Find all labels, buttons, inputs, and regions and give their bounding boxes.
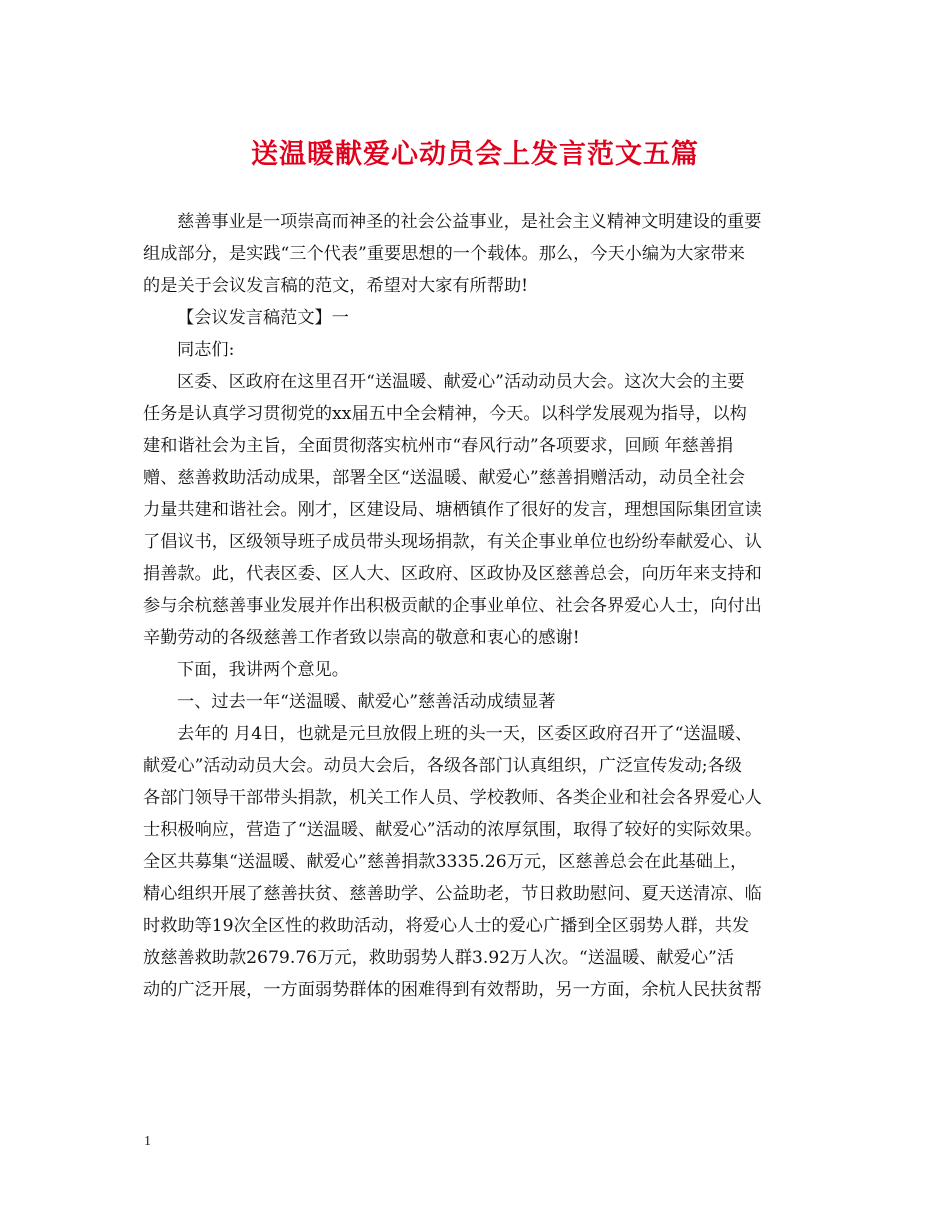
- text-line: 精心组织开展了慈善扶贫、慈善助学、公益助老，节日救助慰问、夏天送清凉、临: [143, 884, 762, 904]
- text-line: 慈善事业是一项崇高而神圣的社会公益事业，是社会主义精神文明建设的重要: [177, 212, 762, 232]
- text-line: 捐善款。此，代表区委、区人大、区政府、区政协及区慈善总会，向历年来支持和: [143, 564, 762, 584]
- text-line: 动的广泛开展，一方面弱势群体的困难得到有效帮助，另一方面，余杭人民扶贫帮: [143, 980, 762, 1000]
- text-line: 的是关于会议发言稿的范文，希望对大家有所帮助!: [143, 276, 529, 296]
- text-line: 区委、区政府在这里召开“送温暖、献爱心”活动动员大会。这次大会的主要: [177, 372, 745, 392]
- text-line: 去年的 月4日，也就是元旦放假上班的头一天，区委区政府召开了“送温暖、: [177, 724, 753, 744]
- text-line: 全区共募集“送温暖、献爱心”慈善捐款3335.26万元，区慈善总会在此基础上，: [143, 852, 748, 872]
- text-line: 放慈善救助款2679.76万元，救助弱势人群3.92万人次。“送温暖、献爱心”活: [143, 948, 734, 968]
- document-body: [143, 206, 823, 1006]
- salutation: 同志们:: [177, 340, 235, 360]
- text-line: 各部门领导干部带头捐款，机关工作人员、学校教师、各类企业和社会各界爱心人: [143, 788, 762, 808]
- text-line: 任务是认真学习贯彻党的xx届五中全会精神，今天。以科学发展观为指导，以构: [143, 404, 747, 424]
- section-heading: 一、过去一年“送温暖、献爱心”慈善活动成绩显著: [177, 692, 556, 712]
- text-line: 组成部分，是实践“三个代表”重要思想的一个载体。那么，今天小编为大家带来: [143, 244, 745, 264]
- text-line: 献爱心”活动动员大会。动员大会后，各级各部门认真组织，广泛宣传发动;各级: [143, 756, 742, 776]
- text-line: 士积极响应，营造了“送温暖、献爱心”活动的浓厚氛围，取得了较好的实际效果。: [143, 820, 763, 840]
- section-heading: 【会议发言稿范文】一: [177, 308, 349, 328]
- text-line: 时救助等19次全区性的救助活动，将爱心人士的爱心广播到全区弱势人群，共发: [143, 916, 750, 936]
- text-line: 辛勤劳动的各级慈善工作者致以崇高的敬意和衷心的感谢!: [143, 628, 580, 648]
- text-line: 赠、慈善救助活动成果，部署全区“送温暖、献爱心”慈善捐赠活动，动员全社会: [143, 468, 745, 488]
- text-line: 建和谐社会为主旨，全面贯彻落实杭州市“春风行动”各项要求，回顾 年慈善捐: [143, 436, 734, 456]
- page-number: 1: [144, 1134, 151, 1149]
- text-line: 力量共建和谐社会。刚才，区建设局、塘栖镇作了很好的发言，理想国际集团宣读: [143, 500, 762, 520]
- text-line: 参与余杭慈善事业发展并作出积极贡献的企事业单位、社会各界爱心人士，向付出: [143, 596, 762, 616]
- text-line: 下面，我讲两个意见。: [177, 660, 349, 680]
- document-title: 送温暖献爱心动员会上发言范文五篇: [251, 139, 699, 170]
- text-line: 了倡议书，区级领导班子成员带头现场捐款，有关企事业单位也纷纷奉献爱心、认: [143, 532, 762, 552]
